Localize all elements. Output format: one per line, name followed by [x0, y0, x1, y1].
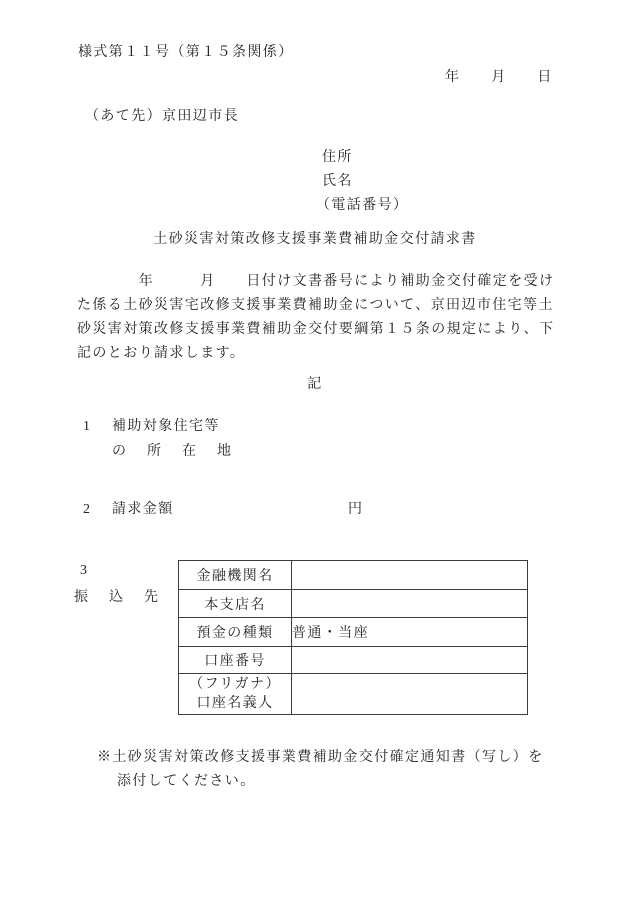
bank-transfer-table — [178, 560, 528, 715]
note-line-2: 添付してください。 — [117, 774, 256, 789]
body-line: た係る土砂災害宅改修支援事業費補助金について、京田辺市住宅等土 — [77, 298, 554, 313]
date-line: 年 月 日 — [445, 70, 553, 85]
row-label: 金融機関名 — [179, 561, 292, 590]
note-line-1: ※土砂災害対策改修支援事業費補助金交付確定通知書（写し）を — [97, 750, 544, 765]
document-title: 土砂災害対策改修支援事業費補助金交付請求書 — [153, 232, 477, 247]
name-label: 氏名 — [322, 174, 353, 189]
table-row-bank-name — [179, 561, 528, 590]
item1-label-line2: の 所 在 地 — [112, 444, 235, 459]
item1-number: 1 — [83, 419, 92, 434]
row-value — [292, 561, 528, 590]
item2-number: 2 — [83, 502, 92, 517]
ki-heading: 記 — [307, 377, 323, 392]
item3-number: 3 — [80, 563, 89, 578]
row-value — [292, 674, 528, 715]
row-label — [179, 674, 292, 715]
item1-label-line1: 補助対象住宅等 — [112, 419, 220, 434]
row-value — [292, 647, 528, 674]
row-label: 本支店名 — [179, 590, 292, 618]
row-label-holder-name: 口座名義人 — [196, 696, 274, 711]
row-value — [292, 590, 528, 618]
table-row-account-holder — [179, 674, 528, 715]
body-line: 記のとおり請求します。 — [77, 346, 246, 361]
addressee-line: （あて先）京田辺市長 — [85, 109, 239, 124]
address-label: 住所 — [322, 150, 353, 165]
phone-label: （電話番号） — [316, 198, 409, 213]
body-line: 砂災害対策改修支援事業費補助金交付要綱第１５条の規定により、下 — [77, 322, 555, 337]
row-label: 口座番号 — [179, 647, 292, 674]
row-label: 預金の種類 — [179, 618, 292, 647]
table-row-account-number — [179, 647, 528, 674]
body-line: 年 月 日付け文書番号により補助金交付確定を受け — [77, 274, 555, 289]
item2-label: 請求金額 — [112, 502, 174, 517]
form-number: 様式第１１号（第１５条関係） — [78, 45, 294, 60]
item2-unit-yen: 円 — [348, 502, 364, 517]
table-row-account-type — [179, 618, 528, 647]
item3-label: 振 込 先 — [74, 590, 162, 605]
table-row-branch-name — [179, 590, 528, 618]
row-value: 普通・当座 — [292, 618, 528, 647]
row-label-furigana: （フリガナ） — [189, 677, 281, 692]
